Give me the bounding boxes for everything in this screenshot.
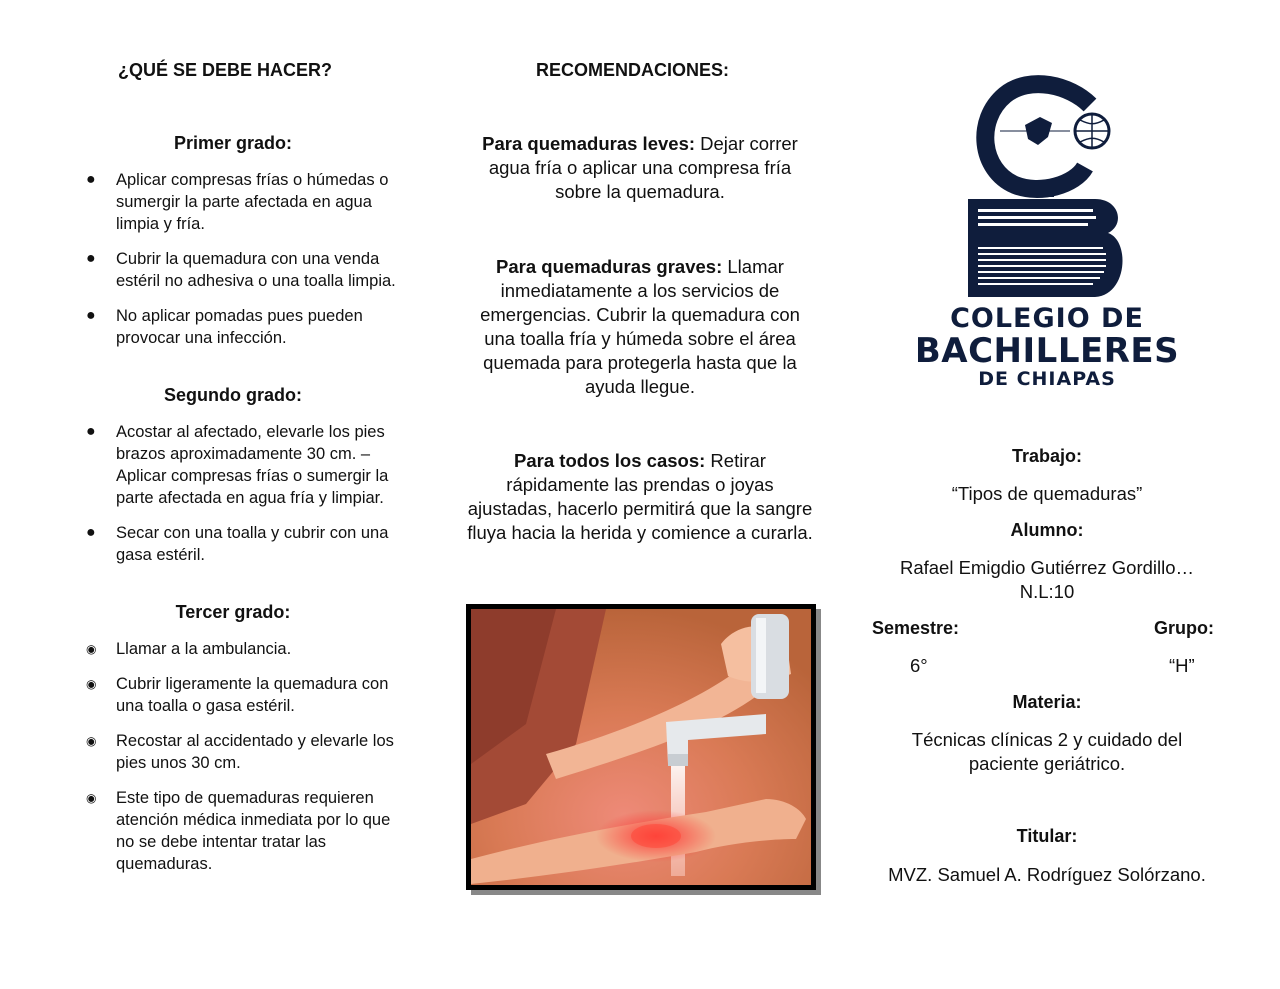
tercer-grado-title: Tercer grado: — [175, 602, 291, 622]
segundo-grado-list — [86, 421, 416, 566]
logo-line3: DE CHIAPAS — [978, 368, 1116, 390]
alumno-label: Alumno: — [1010, 520, 1084, 540]
todos-paragraph: Para todos los casos: Retirar rápidamente las prendas o joyas ajustadas, hacerlo permitirá que la sangre fluya hacia la herida y comience a curarla. — [467, 450, 813, 543]
col2-heading: RECOMENDACIONES: — [536, 60, 730, 80]
list-item: ◉ Cubrir ligeramente la quemadura con una toalla o gasa estéril. — [86, 675, 389, 715]
leves-paragraph: Para quemaduras leves: Dejar correr agua fría o aplicar una compresa fría sobre la quemadura. — [482, 133, 798, 202]
bullet-icon: ◉ — [86, 642, 97, 656]
trabajo-label: Trabajo: — [1011, 446, 1082, 466]
bullet-icon: ◉ — [86, 791, 97, 805]
bullet-icon: ◉ — [86, 734, 97, 748]
logo-line1: COLEGIO DE — [950, 303, 1144, 334]
grupo-value: “H” — [1169, 655, 1195, 676]
graves-paragraph: Para quemaduras graves: Llamar inmediatamente a los servicios de emergencias. Cubrir la quemadura con una toalla fría y húmeda sobre el área quemada para protegerla hasta que la ayuda llegue. — [480, 256, 800, 397]
logo-text — [880, 305, 1214, 389]
logo-line2: BACHILLERES — [914, 331, 1180, 371]
trabajo-value: “Tipos de quemaduras” — [951, 483, 1143, 504]
grupo-label: Grupo: — [1154, 618, 1214, 638]
segundo-grado-title: Segundo grado: — [164, 385, 302, 405]
tercer-grado-list — [86, 638, 406, 875]
list-item: ● Acostar al afectado, elevarle los pies brazos aproximadamente 30 cm. – Aplicar compresas frías o sumergir la parte afectada en agua fría y limpiar. — [86, 423, 389, 507]
semestre-label: Semestre: — [872, 618, 960, 638]
burn-cooling-illustration — [466, 604, 816, 890]
semestre-value: 6° — [910, 655, 928, 676]
alumno-value: Rafael Emigdio Gutiérrez Gordillo… — [899, 557, 1195, 578]
list-item: ◉ Llamar a la ambulancia. — [86, 640, 292, 658]
list-item: ● Cubrir la quemadura con una venda estéril no adhesiva o una toalla limpia. — [86, 250, 396, 290]
bullet-icon: ● — [86, 307, 96, 324]
bullet-icon: ◉ — [86, 677, 97, 691]
bullet-icon: ● — [86, 524, 96, 541]
list-item: ● Aplicar compresas frías o húmedas o sumergir la parte afectada en agua limpia y fría. — [86, 171, 389, 233]
materia-label: Materia: — [1012, 692, 1082, 712]
list-item: ● Secar con una toalla y cubrir con una gasa estéril. — [86, 524, 389, 564]
list-item: ◉ Este tipo de quemaduras requieren atención médica inmediata por lo que no se debe intentar tratar las quemaduras. — [86, 789, 391, 873]
col1-heading: ¿QUÉ SE DEBE HACER? — [118, 60, 333, 80]
titular-label: Titular: — [1016, 826, 1078, 846]
materia-value: Técnicas clínicas 2 y cuidado del paciente geriátrico. — [911, 729, 1183, 774]
bullet-icon: ● — [86, 423, 96, 440]
titular-value: MVZ. Samuel A. Rodríguez Solórzano. — [888, 864, 1206, 885]
bullet-icon: ● — [86, 171, 96, 188]
primer-grado-list — [86, 169, 416, 349]
list-item: ◉ Recostar al accidentado y elevarle los pies unos 30 cm. — [86, 732, 394, 772]
colegio-bachilleres-logo — [880, 75, 1214, 395]
list-item: ● No aplicar pomadas pues pueden provocar una infección. — [86, 307, 363, 347]
primer-grado-title: Primer grado: — [173, 133, 293, 153]
bullet-icon: ● — [86, 250, 96, 267]
numero-lista: N.L:10 — [1019, 581, 1075, 602]
